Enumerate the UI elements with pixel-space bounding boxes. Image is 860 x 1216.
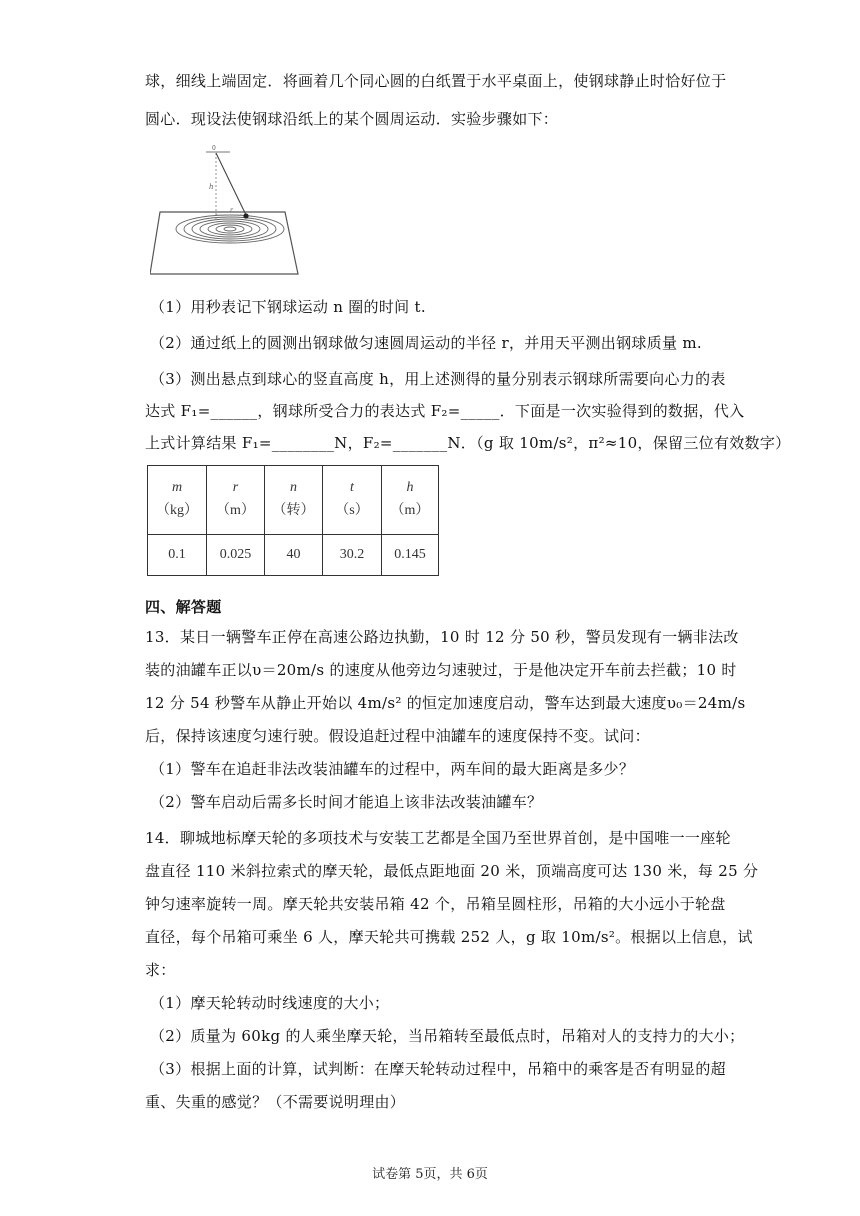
table-cell: 30.2 [323,535,382,576]
q14-line-4: 直径，每个吊箱可乘坐 6 人，摩天轮共可携载 252 人，g 取 10m/s²。根据以上信息，试 [145,928,753,946]
page-footer: 试卷第 5页，共 6页 [372,1167,488,1182]
q13-line-4: 后，保持该速度匀速行驶。假设追赶过程中油罐车的速度保持不变。试问： [145,727,650,745]
q14-line-5: 求： [145,961,176,979]
q12-step-3-line-3: 上式计算结果 F₁=________N，F₂=_______N．（g 取 10m/s²，π²≈10，保留三位有效数字） [145,434,791,452]
table-header-cell: n （转） [265,466,323,535]
table-header-cell: h （m） [382,466,439,535]
q14-line-1: 14．聊城地标摩天轮的多项技术与安装工艺都是全国乃至世界首创，是中国唯一一座轮 [145,829,731,847]
q13-line-3: 12 分 54 秒警车从静止开始以 4m/s² 的恒定加速度启动，警车达到最大速度υ₀＝24m/s [145,694,746,712]
experiment-data-table [147,465,439,576]
figure-label-r: r [230,207,233,214]
q13-sub-2: （2）警车启动后需多长时间才能追上该非法改装油罐车？ [150,793,543,811]
q14-sub-3-line-1: （3）根据上面的计算，试判断：在摩天轮转动过程中，吊箱中的乘客是否有明显的超 [150,1060,726,1078]
q14-line-2: 盘直径 110 米斜拉索式的摩天轮，最低点距地面 20 米，顶端高度可达 130 米，每 25 分 [145,862,759,880]
table-header-row [148,466,439,535]
q14-sub-1: （1）摩天轮转动时线速度的大小； [150,994,390,1012]
q12-step-3-line-2: 达式 F₁=______，钢球所受合力的表达式 F₂=_____．下面是一次实验得到的数据，代入 [145,402,745,420]
intro-line-1: 球，细线上端固定．将画着几个同心圆的白纸置于水平桌面上，使钢球静止时恰好位于 [145,72,727,90]
table-header-cell: t （s） [323,466,382,535]
table-cell: 40 [265,535,323,576]
intro-line-2: 圆心．现设法使钢球沿纸上的某个圆周运动．实验步骤如下： [145,110,559,128]
table-cell: 0.025 [207,535,265,576]
table-cell: 0.145 [382,535,439,576]
section-title: 四、解答题 [145,598,222,616]
q12-step-3-line-1: （3）测出悬点到球心的竖直高度 h，用上述测得的量分别表示钢球所需要向心力的表 [150,370,726,388]
conical-pendulum-figure [150,143,302,278]
q14-sub-2: （2）质量为 60kg 的人乘坐摩天轮，当吊箱转至最低点时，吊箱对人的支持力的大小； [150,1027,745,1045]
q13-line-1: 13．某日一辆警车正停在高速公路边执勤，10 时 12 分 50 秒，警员发现有一辆非法改 [145,628,739,646]
table-row [148,535,439,576]
q12-step-2: （2）通过纸上的圆测出钢球做匀速圆周运动的半径 r，并用天平测出钢球质量 m. [150,334,702,352]
q12-step-1: （1）用秒表记下钢球运动 n 圈的时间 t. [150,298,426,316]
q13-line-2: 装的油罐车正以υ＝20m/s 的速度从他旁边匀速驶过，于是他决定开车前去拦截；10 时 [145,661,737,679]
q13-sub-1: （1）警车在追赶非法改装油罐车的过程中，两车间的最大距离是多少？ [150,760,635,778]
table-header-cell: m （kg） [148,466,207,535]
q14-line-3: 钟匀速率旋转一周。摩天轮共安装吊箱 42 个，吊箱呈圆柱形，吊箱的大小远小于轮盘 [145,895,726,913]
figure-label-o: 0 [212,145,216,152]
table-header-cell: r （m） [207,466,265,535]
table-cell: 0.1 [148,535,207,576]
q14-sub-3-line-2: 重、失重的感觉？（不需要说明理由） [145,1093,406,1111]
figure-label-h: h [209,183,214,191]
